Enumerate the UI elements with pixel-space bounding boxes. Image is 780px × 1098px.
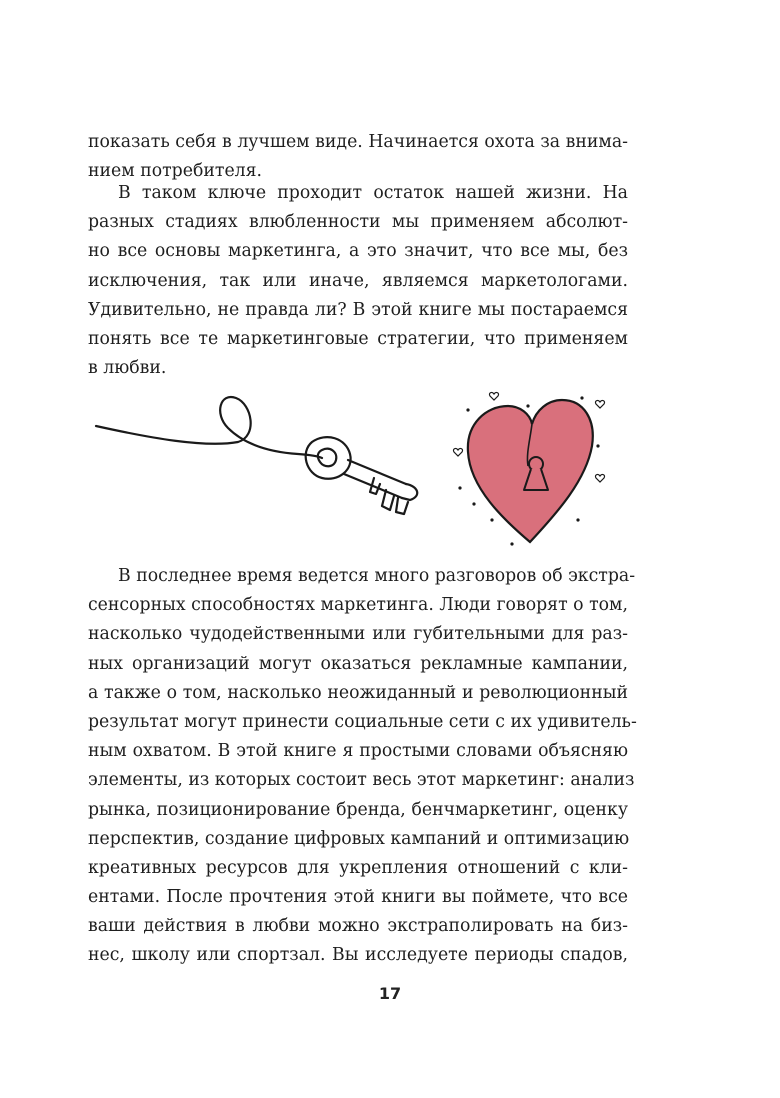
text-line: в любви. bbox=[88, 358, 167, 379]
text-line: сенсорных способностях маркетинга. Люди говорят о том, bbox=[88, 595, 628, 616]
text-line: рынка, позиционирование бренда, бенчмаркетинг, оценку bbox=[88, 799, 628, 820]
paragraph-3 bbox=[88, 562, 637, 971]
text-line: исключения, так или иначе, являемся маркетологами. bbox=[88, 270, 628, 291]
text-line: результат могут принести социальные сети с их удивитель- bbox=[88, 711, 637, 732]
text-line: нес, школу или спортзал. Вы исследуете периоды спадов, bbox=[88, 945, 628, 966]
key-with-looped-string-icon bbox=[96, 397, 417, 514]
text-line: понять все те маркетинговые стратегии, что применяем bbox=[88, 328, 628, 349]
text-line: элементы, из которых состоит весь этот маркетинг: анализ bbox=[88, 770, 635, 791]
text-line: креативных ресурсов для укрепления отношений с кли- bbox=[88, 857, 628, 878]
text-line: а также о том, насколько неожиданный и революционный bbox=[88, 682, 628, 703]
text-line: насколько чудодейственными или губительными для раз- bbox=[88, 624, 628, 645]
text-line: показать себя в лучшем виде. Начинается охота за внима- bbox=[88, 132, 628, 152]
page-number: 17 bbox=[378, 984, 402, 1003]
text-line: ентами. После прочтения этой книги вы поймете, что все bbox=[88, 887, 628, 908]
text-line: перспектив, создание цифровых кампаний и оптимизацию bbox=[88, 828, 630, 849]
text-line: ным охватом. В этой книге я простыми словами объясняю bbox=[88, 741, 628, 762]
text-line: В последнее время ведется много разговоров об экстра- bbox=[118, 566, 636, 586]
paragraph-2 bbox=[88, 179, 628, 383]
text-line: разных стадиях влюбленности мы применяем абсолют- bbox=[88, 212, 628, 233]
heart-with-keyhole-icon bbox=[453, 393, 604, 546]
key-and-heart-illustration bbox=[0, 380, 780, 560]
text-line: ваши действия в любви можно экстраполировать на биз- bbox=[88, 916, 628, 937]
text-line: В таком ключе проходит остаток нашей жизни. На bbox=[118, 183, 628, 203]
text-line: Удивительно, не правда ли? В этой книге мы постараемся bbox=[88, 299, 628, 320]
text-line: но все основы маркетинга, а это значит, что все мы, без bbox=[88, 241, 628, 262]
paragraph-1 bbox=[88, 128, 628, 186]
text-line: ных организаций могут оказаться рекламные кампании, bbox=[88, 653, 628, 674]
text-line: нием потребителя. bbox=[88, 161, 263, 182]
